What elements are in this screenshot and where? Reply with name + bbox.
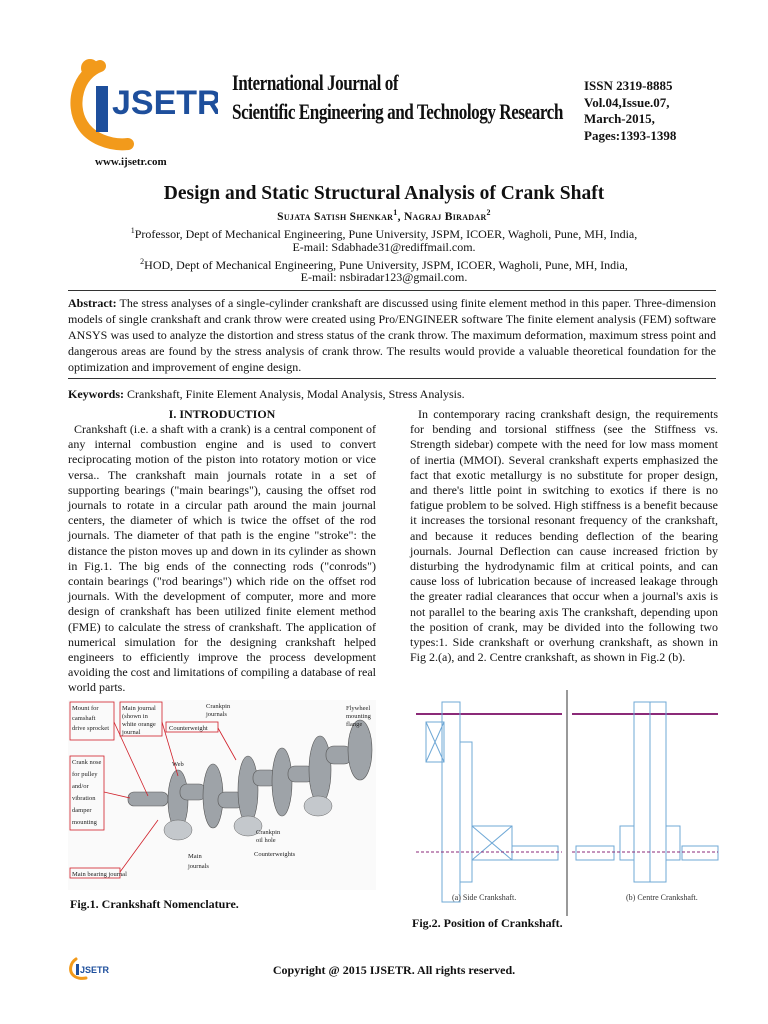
- paper-title: Design and Static Structural Analysis of Crank Shaft: [163, 183, 605, 204]
- fig1-label-crank-nose-2: for pulley: [72, 771, 98, 778]
- fig1-label-counterweights: Counterweights: [254, 851, 296, 858]
- fig2b-label: (b) Centre Crankshaft.: [626, 893, 698, 902]
- svg-text:journals: [187, 863, 209, 870]
- affiliation-2-sup: 2: [140, 257, 145, 266]
- fig1-label-flywheel-3: flange: [346, 721, 363, 728]
- fig1-label-crank-nose-5: damper: [72, 807, 92, 814]
- section-heading-introduction: I. INTRODUCTION: [168, 407, 276, 421]
- svg-text:camshaft: [72, 715, 96, 722]
- svg-text:for pulley: [72, 771, 98, 778]
- svg-text:Main journal: [122, 705, 156, 712]
- abstract-label: Abstract:: [68, 296, 117, 310]
- svg-text:Crank nose: [72, 759, 102, 766]
- fig1-label-main-bearing: Main bearing journal: [72, 871, 127, 878]
- fig1-label-crank-nose-6: mounting: [72, 819, 97, 826]
- fig1-label-main-journals-2: journals: [188, 863, 209, 870]
- abstract: [68, 295, 716, 375]
- svg-text:white orange: [122, 721, 156, 728]
- logo-text: JSETR: [112, 84, 218, 122]
- svg-text:drive sprocket: [72, 725, 109, 732]
- email-2: E-mail: nsbiradar123@gmail.com.: [300, 270, 468, 284]
- footer-logo-text: JSETR: [80, 965, 110, 975]
- figure-2-crankshaft-positions: [412, 690, 722, 916]
- author-1-sup: 1: [393, 208, 398, 217]
- svg-text:oil hole: [256, 837, 276, 844]
- fig1-label-main-journal-2: (shown in: [122, 713, 148, 720]
- fig1-label-crankpin-journals-1: Crankpin: [206, 703, 231, 710]
- affiliation-1-sup: 1: [130, 226, 135, 235]
- left-column: [68, 407, 376, 696]
- svg-text:Mount for: [72, 705, 99, 712]
- fig1-label-crankpin-oil-2: oil hole: [256, 837, 276, 844]
- keywords-label: Keywords:: [68, 387, 124, 401]
- fig1-label-main-journal-3: white orange: [122, 721, 156, 728]
- issue-date: March-2015,: [584, 111, 655, 126]
- journal-title-line1: International Journal of: [232, 70, 399, 95]
- fig1-label-mount-2: camshaft: [72, 715, 96, 722]
- fig1-label-flywheel-1: Flywheel: [346, 705, 371, 712]
- issn-block: [584, 78, 744, 144]
- pages: Pages:1393-1398: [584, 127, 677, 143]
- website-link[interactable]: www.ijsetr.com: [95, 156, 167, 168]
- figure-1-caption: Fig.1. Crankshaft Nomenclature.: [70, 897, 239, 911]
- abstract-rule: [68, 378, 716, 379]
- svg-text:Main: [188, 853, 202, 860]
- journal-logo: [68, 52, 218, 152]
- svg-text:Crankpin: [256, 829, 281, 836]
- fig1-label-counterweight-top: Counterweight: [169, 725, 208, 732]
- fig1-label-mount-3: drive sprocket: [72, 725, 110, 732]
- keywords: [68, 386, 716, 402]
- author-1: Sujata Satish Shenkar: [277, 210, 394, 223]
- fig1-label-crankpin-journals-2: journals: [206, 711, 227, 718]
- fig1-label-main-journals-1: Main: [188, 853, 202, 860]
- author-2-sup: 2: [486, 208, 491, 217]
- svg-text:and/or: [72, 783, 89, 790]
- copyright: Copyright @ 2015 IJSETR. All rights reserved.: [272, 963, 516, 977]
- svg-text:vibration: [72, 795, 96, 802]
- journal-title-line2: Scientific Engineering and Technology Research: [232, 99, 563, 124]
- svg-text:mounting: [72, 819, 98, 826]
- fig1-label-main-journal-4: journal: [122, 729, 141, 736]
- fig1-label-crank-nose-1: Crank nose: [72, 759, 102, 766]
- author-2: Nagraj Biradar: [403, 210, 487, 223]
- fig1-label-web: Web: [172, 761, 184, 768]
- authors: [0, 208, 768, 223]
- author-separator: ,: [397, 210, 404, 223]
- fig1-label-crank-nose-3: and/or: [72, 783, 89, 790]
- journal-title: [232, 68, 563, 126]
- right-column: [410, 407, 718, 665]
- svg-text:Crankpin: [206, 703, 231, 710]
- figure-1-crankshaft-nomenclature: [68, 700, 376, 890]
- fig1-label-flywheel-2: mounting: [346, 713, 371, 720]
- issn: ISSN 2319-8885: [584, 78, 673, 93]
- fig1-label-crankpin-oil-1: Crankpin: [256, 829, 281, 836]
- intro-paragraph-2: In contemporary racing crankshaft design, the requirements for bending and torsional stiffness (see the Stiffness vs. Strength sidebar) compete with the need for low mass moment of inertia (MMOI). Several crankshaft experts emphasized the fact that exotic metallurgy is no substitute for proper design, and there's little point in switching to exotics if there is no fatigue problem to be solved. High stiffness is a benefit because it increases the torsional resonant frequency of the crankshaft, and because it reduces bending deflection of the bearing journals. Journal Deflection can cause increased friction by disturbing the hydrodynamic film at critical points, and can cause loss of lubrication because of increased leakage through the greater radial clearances that occur when a journal's axis is not parallel to the bearing axis The crankshaft, depending upon the position of crank, may be divided into the following two types:1. Side crankshaft or overhung crankshaft, as shown in Fig 2.(a), and 2. Centre crankshaft, as shown in Fig.2 (b).: [410, 407, 718, 665]
- svg-text:damper: [72, 807, 92, 814]
- fig1-label-crank-nose-4: vibration: [72, 795, 96, 802]
- svg-text:flange: [346, 721, 362, 728]
- svg-text:mounting: [346, 713, 372, 720]
- svg-text:journal: [121, 729, 141, 736]
- keywords-text: Crankshaft, Finite Element Analysis, Modal Analysis, Stress Analysis.: [124, 387, 465, 401]
- affiliation-2-text: HOD, Dept of Mechanical Engineering, Pune University, JSPM, ICOER, Wagholi, Pune, MH, India,: [144, 258, 628, 272]
- abstract-text: The stress analyses of a single-cylinder crankshaft are discussed using finite element method in this paper. Three-dimension models of single crankshaft and crank throw were created using Pro/ENGINEER software The finite element analysis (FEM) software ANSYS was used to analyze the distortion and stress status of the crank throw. The maximum deformation, maximum stress point and dangerous areas are found by the stress analysis of crank throw. The results would provide a valuable theoretical foundation for the optimization and improvement of engine design.: [68, 296, 716, 374]
- email-1: E-mail: Sdabhade31@rediffmail.com.: [292, 240, 476, 254]
- fig1-label-main-journal-1: Main journal: [122, 705, 156, 712]
- svg-text:Flywheel: [346, 705, 370, 712]
- intro-paragraph-1: Crankshaft (i.e. a shaft with a crank) is a central component of any internal combustion engine and is used to convert reciprocating motion of the piston into rotatory motion or vice versa.. The crankshaft main journals rotate in a set of supporting bearings ("main bearings"), causing the offset rod journals to rotate in a circular path around the main journal centers, the diameter of which is twice the offset of the rod journals. The diameter of that path is the engine "stroke": the distance the piston moves up and down in its cylinder as shown in Fig.1. The big ends of the connecting rods ("conrods") contain bearings ("rod bearings") which ride on the offset rod journals. With the development of computer, more and more design of crankshaft has been utilized finite element method (FME) to calculate the stress of crankshaft. The application of numerical simulation for the designing crankshaft helped engineers to efficiently improve the process development avoiding the cost and limitations of compiling a database of real world parts.: [68, 422, 376, 695]
- svg-text:journals: [205, 711, 227, 718]
- volume: Vol.04,Issue.07,: [584, 94, 670, 110]
- svg-text:(shown in: [122, 713, 149, 720]
- fig1-label-mount-1: Mount for: [72, 705, 99, 712]
- fig2a-label: (a) Side Crankshaft.: [452, 893, 517, 902]
- header-rule: [68, 290, 716, 291]
- affiliation-1-text: Professor, Dept of Mechanical Engineering, Pune University, JSPM, ICOER, Wagholi, Pune, MH, India,: [134, 227, 638, 241]
- figure-2-caption: Fig.2. Position of Crankshaft.: [412, 916, 563, 930]
